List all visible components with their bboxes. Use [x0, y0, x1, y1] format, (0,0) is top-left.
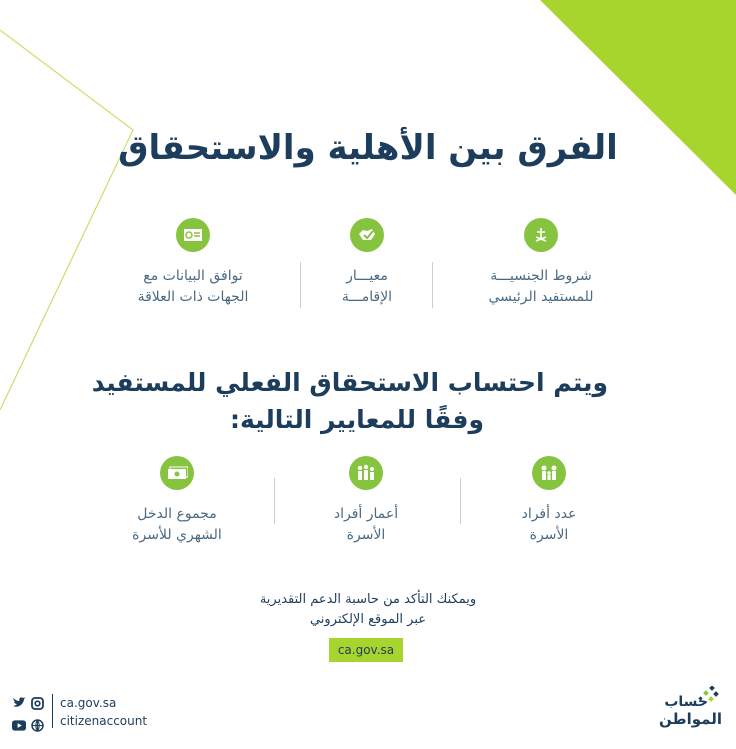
family-ages-icon [349, 456, 383, 490]
criteria-item-monthly-income [102, 456, 252, 546]
divider [460, 478, 461, 524]
criteria-label-line1: أعمار أفراد [333, 506, 399, 522]
subtitle-line2: وفقًا للمعايير التالية: [230, 405, 484, 434]
criteria-label-line1: عدد أفراد [521, 506, 577, 522]
calculator-note-line1: ويمكنك التأكد من حاسبة الدعم التقديرية [259, 592, 477, 607]
money-icon [160, 456, 194, 490]
document-search-icon [176, 218, 210, 252]
family-count-icon [532, 456, 566, 490]
criteria-label-line1: مجموع الدخل [137, 506, 217, 522]
page-title: الفرق بين الأهلية والاستحقاق [118, 128, 618, 168]
website-button[interactable]: ca.gov.sa [329, 638, 403, 662]
criteria-label-line2: الأسرة [529, 527, 569, 543]
eligibility-label-line1: توافق البيانات مع [143, 268, 243, 284]
outline-triangle [0, 30, 133, 410]
contact-handle[interactable]: citizenaccount [60, 714, 148, 728]
contact-website[interactable]: ca.gov.sa [60, 696, 117, 710]
eligibility-item-nationality [466, 218, 616, 308]
criteria-label-line2: الأسرة [346, 527, 386, 543]
contact-divider [52, 694, 53, 728]
criteria-item-family-count [474, 456, 624, 546]
eligibility-label-line2: الإقامـــة [341, 289, 393, 305]
youtube-icon[interactable] [12, 718, 26, 732]
divider [274, 478, 275, 524]
eligibility-label-line2: للمستفيد الرئيسي [488, 289, 594, 305]
logo-line1: حساب [664, 694, 708, 710]
contact-info [60, 694, 147, 730]
divider [300, 262, 301, 308]
criteria-item-family-ages [291, 456, 441, 546]
eligibility-label-line1: معيـــار [346, 268, 388, 284]
citizen-account-logo [642, 686, 722, 732]
social-icons [12, 694, 44, 738]
logo-line2: المواطن [658, 710, 722, 728]
eligibility-label-line2: الجهات ذات العلاقة [137, 289, 249, 305]
eligibility-label-line1: شروط الجنسيـــة [490, 268, 592, 284]
eligibility-item-residency [292, 218, 442, 308]
twitter-icon[interactable] [12, 696, 26, 710]
globe-icon[interactable] [30, 718, 44, 732]
calculator-note-line2: عبر الموقع الإلكتروني [309, 612, 427, 627]
criteria-label-line2: الشهري للأسرة [132, 527, 222, 543]
map-check-icon [350, 218, 384, 252]
eligibility-item-data-match [118, 218, 268, 308]
subtitle-line1: ويتم احتساب الاستحقاق الفعلي للمستفيد [91, 368, 608, 397]
instagram-icon[interactable] [30, 696, 44, 710]
saudi-emblem-icon [524, 218, 558, 252]
